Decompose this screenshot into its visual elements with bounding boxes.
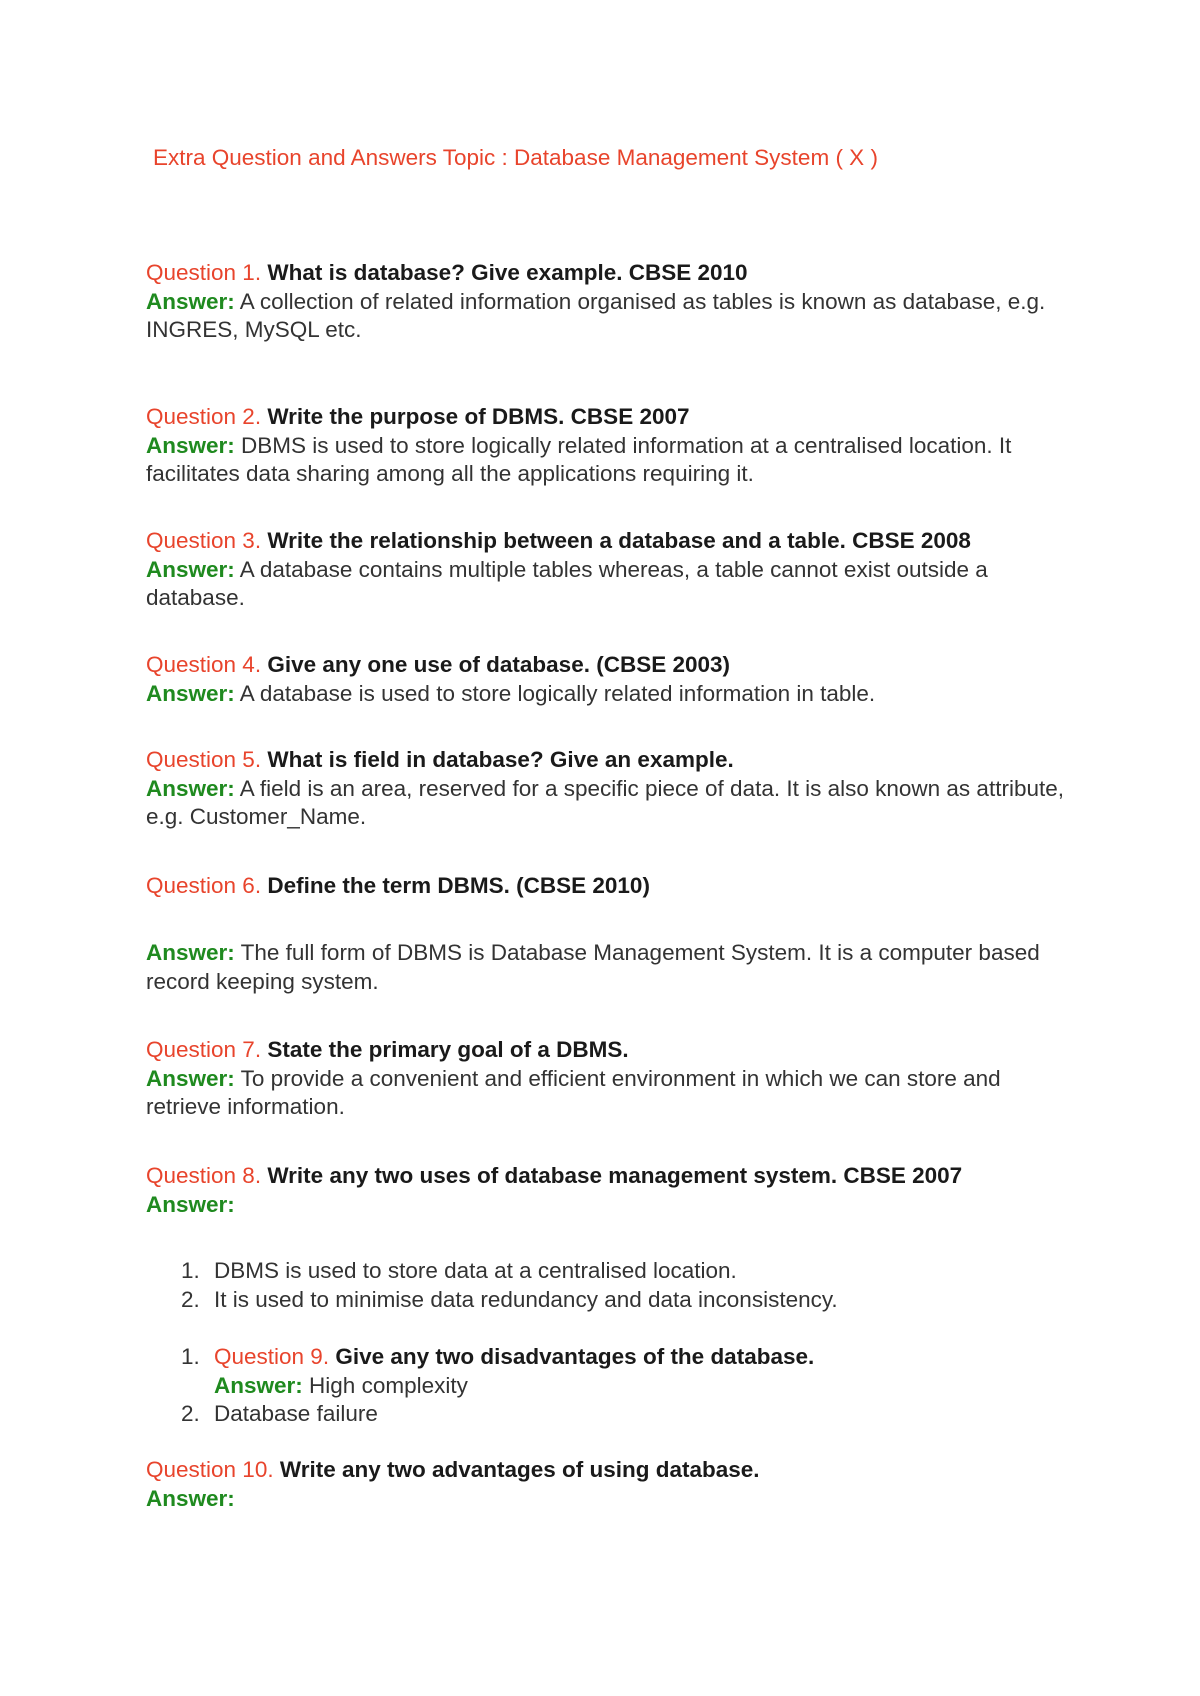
question-text: What is database? Give example. CBSE 2010 xyxy=(267,260,748,285)
answer-label: Answer: xyxy=(146,432,235,458)
answer-text: High complexity xyxy=(309,1372,468,1398)
question-label: Question 9. xyxy=(214,1344,330,1369)
question-label: Question 5. xyxy=(146,747,262,772)
answer-label: Answer: xyxy=(146,680,235,706)
answer-label: Answer: xyxy=(214,1372,303,1398)
answer-text: A database contains multiple tables whereas, a table cannot exist outside a database. xyxy=(146,556,988,610)
answer-block-6 xyxy=(146,939,1076,996)
answer-text: DBMS is used to store logically related information at a centralised location. It facilitates data sharing among all the applications requiring it. xyxy=(146,432,1012,486)
question-label: Question 2. xyxy=(146,404,262,429)
question-label: Question 6. xyxy=(146,873,262,898)
question-text: Write the relationship between a database and a table. CBSE 2008 xyxy=(267,528,971,553)
question-label: Question 1. xyxy=(146,260,262,285)
question-text: State the primary goal of a DBMS. xyxy=(267,1037,629,1062)
question-block-8 xyxy=(146,1162,1076,1219)
question-text: Write any two advantages of using database. xyxy=(279,1457,760,1482)
answer-label: Answer: xyxy=(146,1065,235,1091)
answer-list-8 xyxy=(146,1257,1086,1314)
list-item: 2. It is used to minimise data redundancy and data inconsistency. xyxy=(206,1286,1086,1315)
question-label: Question 7. xyxy=(146,1037,262,1062)
answer-label: Answer: xyxy=(146,288,235,314)
question-block-10 xyxy=(146,1456,1076,1513)
list-item: 2. Database failure xyxy=(206,1400,1086,1429)
answer-list-9 xyxy=(146,1343,1086,1429)
question-block-4 xyxy=(146,651,1076,708)
question-text: Give any two disadvantages of the database. xyxy=(335,1344,815,1369)
list-item xyxy=(206,1343,1086,1400)
answer-label: Answer: xyxy=(146,1485,235,1511)
question-block-5 xyxy=(146,746,1076,832)
question-text: Define the term DBMS. (CBSE 2010) xyxy=(267,873,650,898)
question-block-1 xyxy=(146,259,1076,345)
question-label: Question 3. xyxy=(146,528,262,553)
answer-label: Answer: xyxy=(146,556,235,582)
answer-text: A field is an area, reserved for a specific piece of data. It is also known as attribute, e.g. Customer_Name. xyxy=(146,775,1064,829)
question-block-6 xyxy=(146,872,1076,901)
answer-text: To provide a convenient and efficient environment in which we can store and retrieve information. xyxy=(146,1065,1001,1119)
question-text: Write the purpose of DBMS. CBSE 2007 xyxy=(267,404,690,429)
answer-label: Answer: xyxy=(146,775,235,801)
question-block-2 xyxy=(146,403,1076,489)
document-title: Extra Question and Answers Topic : Database Management System ( X ) xyxy=(153,145,878,170)
question-label: Question 4. xyxy=(146,652,262,677)
answer-text: A database is used to store logically related information in table. xyxy=(239,680,876,706)
answer-label: Answer: xyxy=(146,1191,235,1217)
answer-text: The full form of DBMS is Database Management System. It is a computer based record keeping system. xyxy=(146,940,1040,994)
question-label: Question 8. xyxy=(146,1163,262,1188)
question-label: Question 10. xyxy=(146,1457,274,1482)
question-block-3 xyxy=(146,527,1076,613)
question-block-7 xyxy=(146,1036,1076,1122)
list-item: 1. DBMS is used to store data at a centralised location. xyxy=(206,1257,1086,1286)
answer-label: Answer: xyxy=(146,940,235,965)
question-text: Write any two uses of database management system. CBSE 2007 xyxy=(267,1163,963,1188)
question-text: What is field in database? Give an example. xyxy=(267,747,734,772)
question-text: Give any one use of database. (CBSE 2003) xyxy=(267,652,731,677)
answer-text: A collection of related information organised as tables is known as database, e.g. INGRES, MySQL etc. xyxy=(146,288,1046,342)
